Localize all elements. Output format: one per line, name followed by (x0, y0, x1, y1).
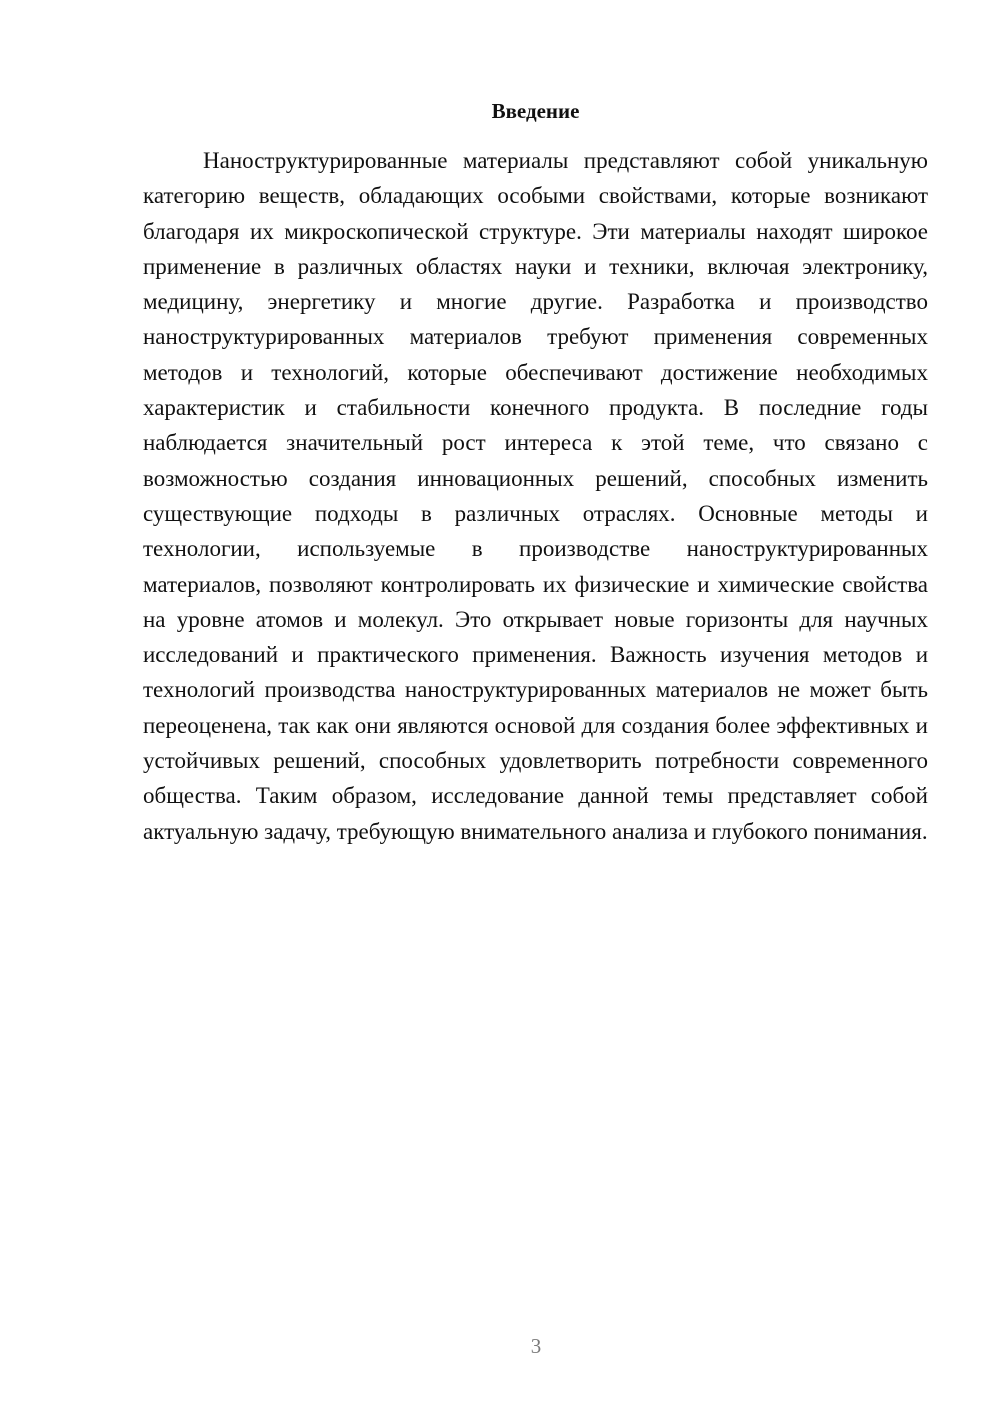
body-paragraph: Наноструктурированные материалы представляют собой уникальную категорию веществ, обладающих особыми свойствами, которые возникают благодаря их микроскопической структуре. Эти материалы находят широкое применение в различных областях науки и техники, включая электронику, медицину, энергетику и многие другие. Разработка и производство наноструктурированных материалов требуют применения современных методов и технологий, которые обеспечивают достижение необходимых характеристик и стабильности конечного продукта. В последние годы наблюдается значительный рост интереса к этой теме, что связано с возможностью создания инновационных решений, способных изменить существующие подходы в различных отраслях. Основные методы и технологии, используемые в производстве наноструктурированных материалов, позволяют контролировать их физические и химические свойства на уровне атомов и молекул. Это открывает новые горизонты для научных исследований и практического применения. Важность изучения методов и технологий производства наноструктурированных материалов не может быть переоценена, так как они являются основой для создания более эффективных и устойчивых решений, способных удовлетворить потребности современного общества. Таким образом, исследование данной темы представляет собой актуальную задачу, требующую внимательного анализа и глубокого понимания. (143, 148, 928, 844)
page-number: 3 (530, 1334, 542, 1358)
section-heading: Введение (491, 99, 580, 123)
